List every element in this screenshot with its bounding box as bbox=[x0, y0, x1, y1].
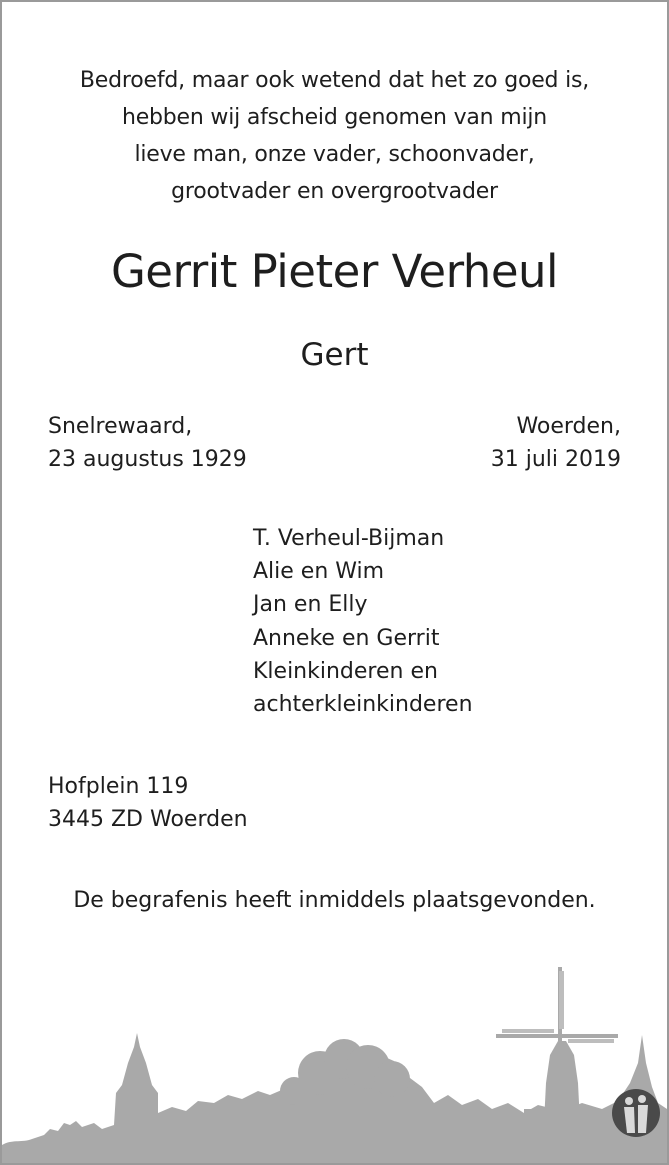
birth-info bbox=[48, 410, 247, 476]
intro-line-1: Bedroefd, maar ook wetend dat het zo goed is, bbox=[79, 68, 590, 93]
death-place: Woerden, bbox=[516, 414, 621, 439]
birth-place: Snelrewaard, bbox=[48, 414, 193, 439]
death-info bbox=[491, 410, 621, 476]
intro-text bbox=[2, 62, 667, 210]
memorial-figures-logo-icon bbox=[612, 1089, 660, 1137]
address-street: Hofplein 119 bbox=[48, 774, 189, 799]
family-member: Alie en Wim bbox=[253, 559, 385, 585]
family-member: Kleinkinderen en bbox=[253, 658, 438, 684]
death-date: 31 juli 2019 bbox=[490, 447, 621, 472]
town-skyline-windmill-silhouette-icon bbox=[2, 963, 667, 1163]
intro-line-3: lieve man, onze vader, schoonvader, bbox=[134, 142, 535, 167]
family-member: Anneke en Gerrit bbox=[253, 625, 440, 651]
intro-line-4: grootvader en overgrootvader bbox=[171, 179, 498, 204]
family-member: T. Verheul-Bijman bbox=[253, 526, 445, 551]
intro-line-2: hebben wij afscheid genomen van mijn bbox=[121, 105, 548, 130]
deceased-full-name: Gerrit Pieter Verheul bbox=[110, 245, 559, 298]
deceased-nickname: Gert bbox=[300, 337, 369, 373]
address-postal-city: 3445 ZD Woerden bbox=[48, 807, 248, 832]
birth-date: 23 augustus 1929 bbox=[48, 447, 247, 472]
funeral-notice: De begrafenis heeft inmiddels plaatsgevonden. bbox=[73, 888, 596, 913]
correspondence-address bbox=[48, 770, 248, 836]
family-member: achterkleinkinderen bbox=[253, 692, 473, 718]
family-list bbox=[253, 522, 473, 721]
family-member: Jan en Elly bbox=[253, 592, 368, 618]
